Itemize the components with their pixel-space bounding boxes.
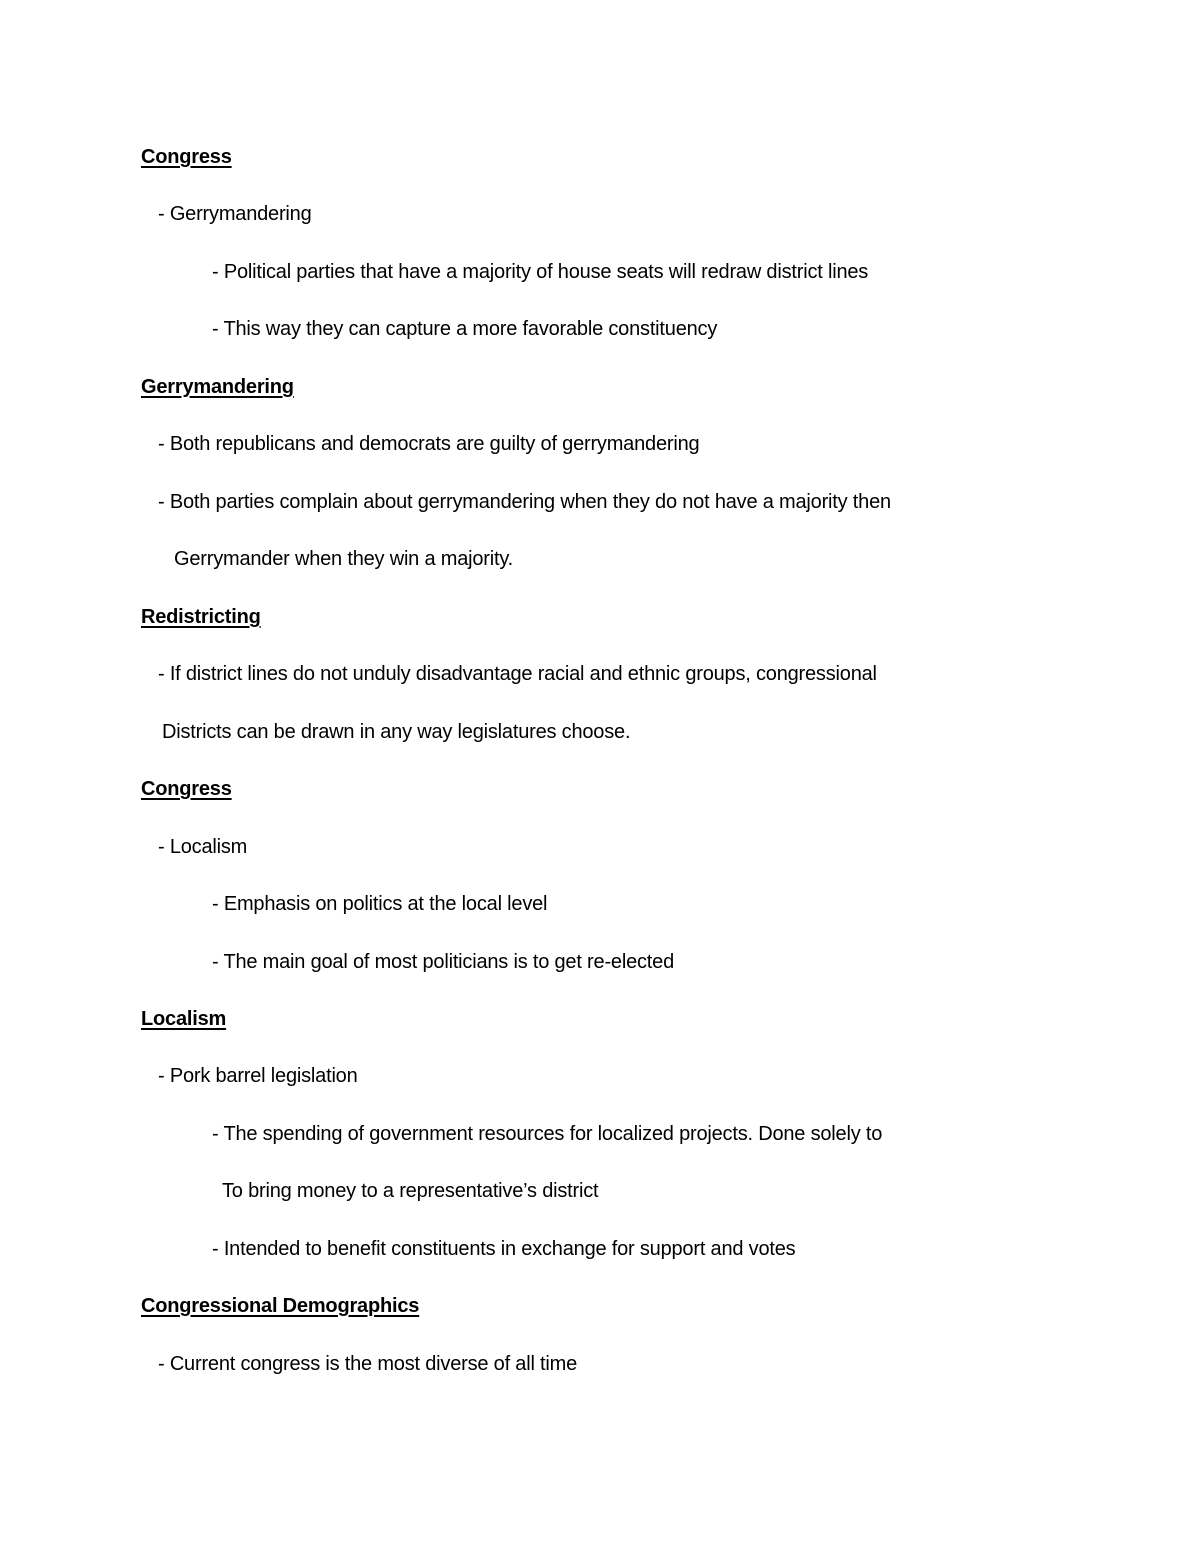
- heading-gerrymandering: Gerrymandering: [141, 376, 294, 398]
- sub-bullet-emphasis-local: - Emphasis on politics at the local level: [212, 893, 548, 915]
- heading-congress: Congress: [141, 146, 232, 168]
- sub-bullet-spending: - The spending of government resources for localized projects. Done solely to: [212, 1123, 883, 1145]
- bullet-both-complain-continuation: Gerrymander when they win a majority.: [174, 548, 514, 570]
- heading-congress-2: Congress: [141, 778, 232, 800]
- sub-bullet-intended-benefit: - Intended to benefit constituents in exchange for support and votes: [212, 1238, 796, 1260]
- bullet-district-lines-continuation: Districts can be drawn in any way legislatures choose.: [162, 721, 631, 743]
- sub-bullet-political-parties: - Political parties that have a majority of house seats will redraw district lines: [212, 261, 869, 283]
- bullet-localism: - Localism: [158, 836, 248, 858]
- sub-bullet-favorable-constituency: - This way they can capture a more favorable constituency: [212, 318, 718, 340]
- bullet-gerrymandering: - Gerrymandering: [158, 203, 312, 225]
- sub-bullet-main-goal: - The main goal of most politicians is to get re-elected: [212, 951, 674, 973]
- bullet-both-guilty: - Both republicans and democrats are guilty of gerrymandering: [158, 433, 700, 455]
- bullet-district-lines: - If district lines do not unduly disadvantage racial and ethnic groups, congressional: [158, 663, 877, 685]
- sub-bullet-spending-continuation: To bring money to a representative’s district: [222, 1180, 599, 1202]
- heading-congressional-demographics: Congressional Demographics: [141, 1295, 420, 1317]
- heading-redistricting: Redistricting: [141, 606, 261, 628]
- bullet-most-diverse: - Current congress is the most diverse of all time: [158, 1353, 578, 1375]
- bullet-pork-barrel: - Pork barrel legislation: [158, 1065, 358, 1087]
- heading-localism: Localism: [141, 1008, 227, 1030]
- bullet-both-complain: - Both parties complain about gerrymandering when they do not have a majority then: [158, 491, 891, 513]
